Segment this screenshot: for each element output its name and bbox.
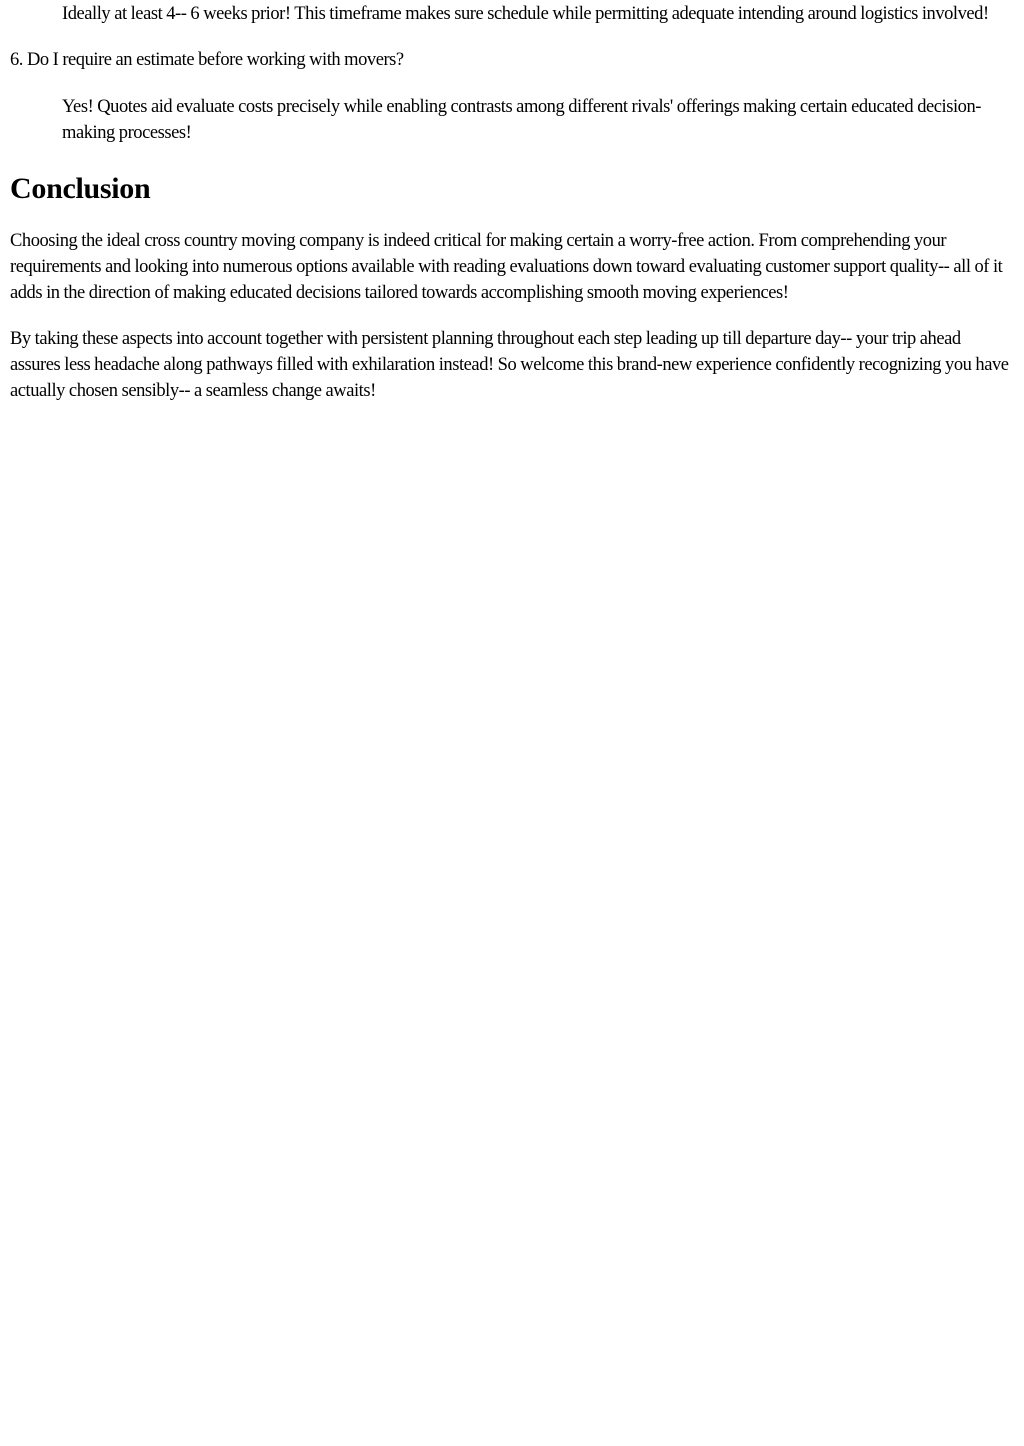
faq-answer-6: Yes! Quotes aid evaluate costs precisely while enabling contrasts among different rivals' offerings making certain educated decision-making processes! xyxy=(62,97,981,143)
conclusion-paragraph-1: Choosing the ideal cross country moving company is indeed critical for making certain a worry-free action. From comprehending your requirements and looking into numerous options available with reading evaluations down toward evaluating customer support quality-- all of it adds in the direction of making educated decisions tailored towards accomplishing smooth moving experiences! xyxy=(10,231,1003,303)
article-page xyxy=(0,0,1024,404)
conclusion-heading: Conclusion xyxy=(10,172,151,205)
faq-answer-5: Ideally at least 4-- 6 weeks prior! This timeframe makes sure schedule while permitting adequate intending around logistics involved! xyxy=(62,4,989,24)
faq-question-6: 6. Do I require an estimate before working with movers? xyxy=(10,50,404,70)
conclusion-paragraph-2: By taking these aspects into account together with persistent planning throughout each step leading up till departure day-- your trip ahead assures less headache along pathways filled with exhilaration instead! So welcome this brand-new experience confidently recognizing you have actually chosen sensibly-- a seamless change awaits! xyxy=(10,329,1009,401)
